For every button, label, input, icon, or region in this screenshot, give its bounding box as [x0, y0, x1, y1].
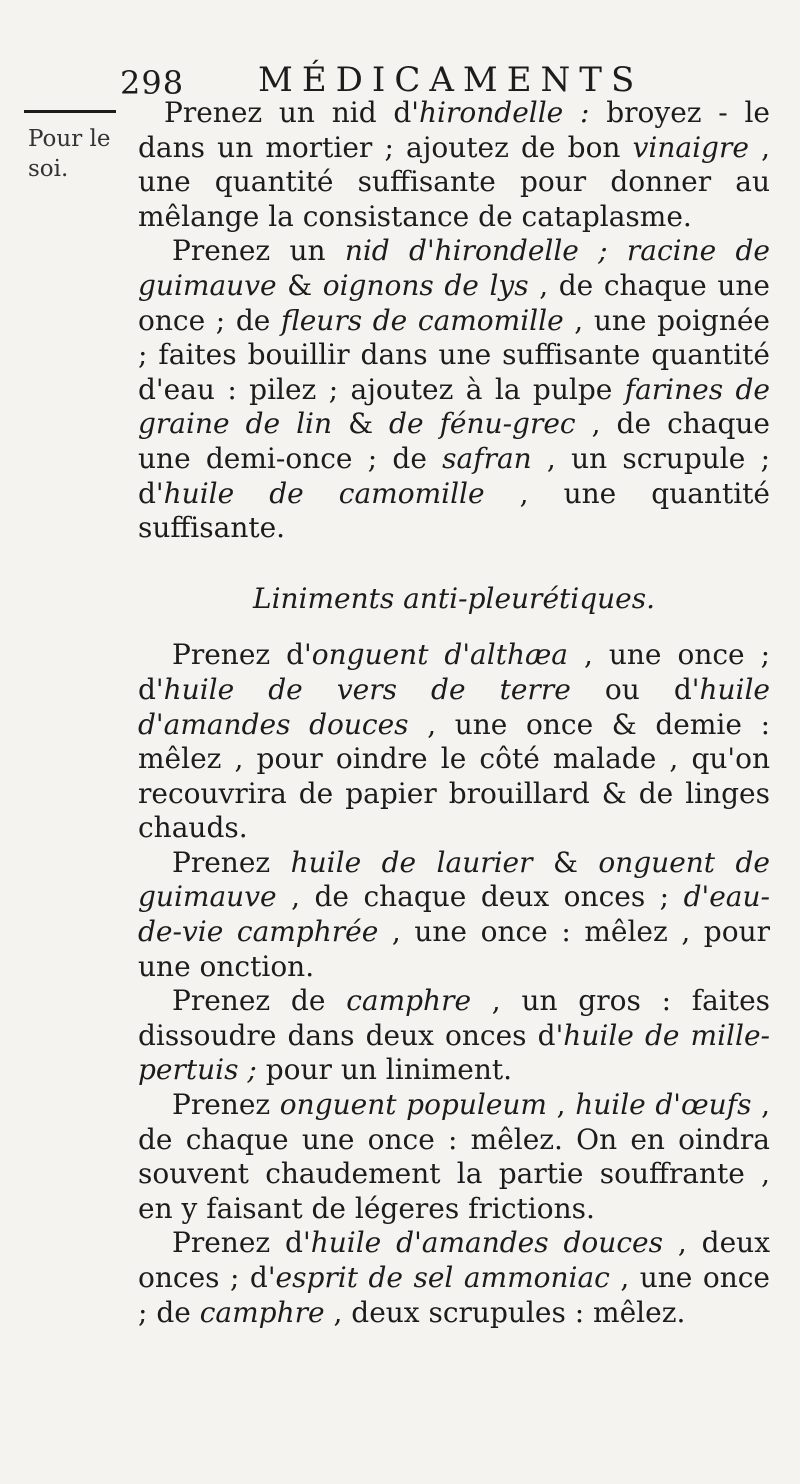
italic-run: huile d'amandes douces [310, 1226, 663, 1260]
text-run: , de chaque une demi-once ; de [138, 407, 770, 475]
italic-run: vinaigre [632, 130, 749, 164]
text-run: Prenez un nid d' [164, 96, 420, 129]
text-run: , une once ; de [138, 1261, 770, 1329]
text-run: ou d' [570, 672, 700, 706]
text-run: , deux onces ; d' [138, 1226, 770, 1294]
italic-run: safran [442, 441, 532, 475]
text-run: , deux scrupules : mêlez. [324, 1295, 686, 1329]
italic-run: onguent d'althæa [311, 638, 568, 672]
text-run: & [532, 845, 599, 879]
text-run: , une quantité suffisante pour donner au mêlange la consistance de cataplasme. [138, 130, 770, 233]
italic-run: hirondelle : [419, 96, 590, 129]
running-head: MÉDICAMENTS [258, 60, 644, 100]
text-run: & [276, 268, 323, 302]
paragraph-6 [138, 1088, 770, 1226]
paragraph-3 [138, 638, 770, 846]
text-run: , une once ; d' [138, 638, 771, 706]
text-run: pour un liniment. [256, 1053, 512, 1087]
italic-run: onguent populeum [279, 1088, 547, 1122]
margin-note: Pour le soi. [28, 126, 111, 182]
margin-rule [24, 110, 116, 113]
italic-run: esprit de sel ammoniac [275, 1261, 610, 1294]
italic-run: oignons de lys [322, 268, 529, 302]
text-run: , une poignée ; faites bouillir dans une suffisante quantité d'eau : pilez ; ajoutez à la pulpe [138, 303, 770, 406]
italic-run: nid d'hirondelle ; racine de guimauve [138, 234, 770, 302]
italic-run: huile de vers de terre [163, 672, 571, 706]
text-run: Prenez de [172, 984, 347, 1018]
text-run: , de chaque une once ; de [138, 268, 770, 337]
paragraph-7 [138, 1226, 770, 1330]
text-run: , une once : mêlez , pour une onction. [138, 915, 770, 983]
text-run: , une once & demie : mêlez , pour oindre le côté malade , qu'on recouvrira de papier brouillard & de linges chauds. [138, 707, 771, 845]
paragraph-1 [138, 96, 770, 234]
text-run: , un scrupule ; d' [138, 441, 770, 510]
text-run: , de chaque deux onces ; [276, 880, 684, 914]
paragraph-5 [138, 984, 770, 1088]
italic-run: huile d'œufs [575, 1088, 752, 1122]
text-run: Prenez [172, 1088, 280, 1122]
paragraph-2 [138, 234, 770, 545]
text-run: , une quantité suffisante. [138, 476, 770, 545]
body-text [138, 96, 770, 1330]
page-number: 298 [120, 64, 185, 102]
italic-run: huile d'amandes douces [138, 672, 770, 741]
italic-run: camphre [199, 1295, 325, 1329]
italic-run: fleurs de camomille [281, 303, 564, 337]
italic-run: d'eau-de-vie camphrée [138, 880, 770, 949]
italic-run: huile de mille-pertuis ; [138, 1018, 770, 1087]
text-run: & [332, 407, 390, 441]
italic-run: onguent de guimauve [138, 845, 771, 914]
text-run: Prenez un [172, 234, 345, 268]
italic-run: camphre [346, 984, 472, 1018]
text-run: Prenez [172, 845, 291, 879]
text-run: broyez - le dans un mortier ; ajoutez de bon [138, 96, 771, 164]
text-run: , de chaque une once : mêlez. On en oindra souvent chaudement la partie souffrante , en y faisant de légeres frictions. [138, 1088, 770, 1225]
text-run: , [547, 1088, 576, 1122]
text-run: Prenez d' [172, 638, 312, 672]
italic-run: de fénu-grec [389, 407, 576, 441]
italic-run: farines de graine de lin [138, 372, 770, 441]
text-run: , un gros : faites dissoudre dans deux onces d' [138, 984, 771, 1052]
text-run: Prenez d' [172, 1226, 311, 1260]
italic-run: huile de laurier [290, 845, 533, 879]
paragraph-4 [138, 846, 770, 984]
section-heading: Liniments anti-pleurétiques. [252, 581, 656, 615]
italic-run: huile de camomille [163, 476, 485, 510]
